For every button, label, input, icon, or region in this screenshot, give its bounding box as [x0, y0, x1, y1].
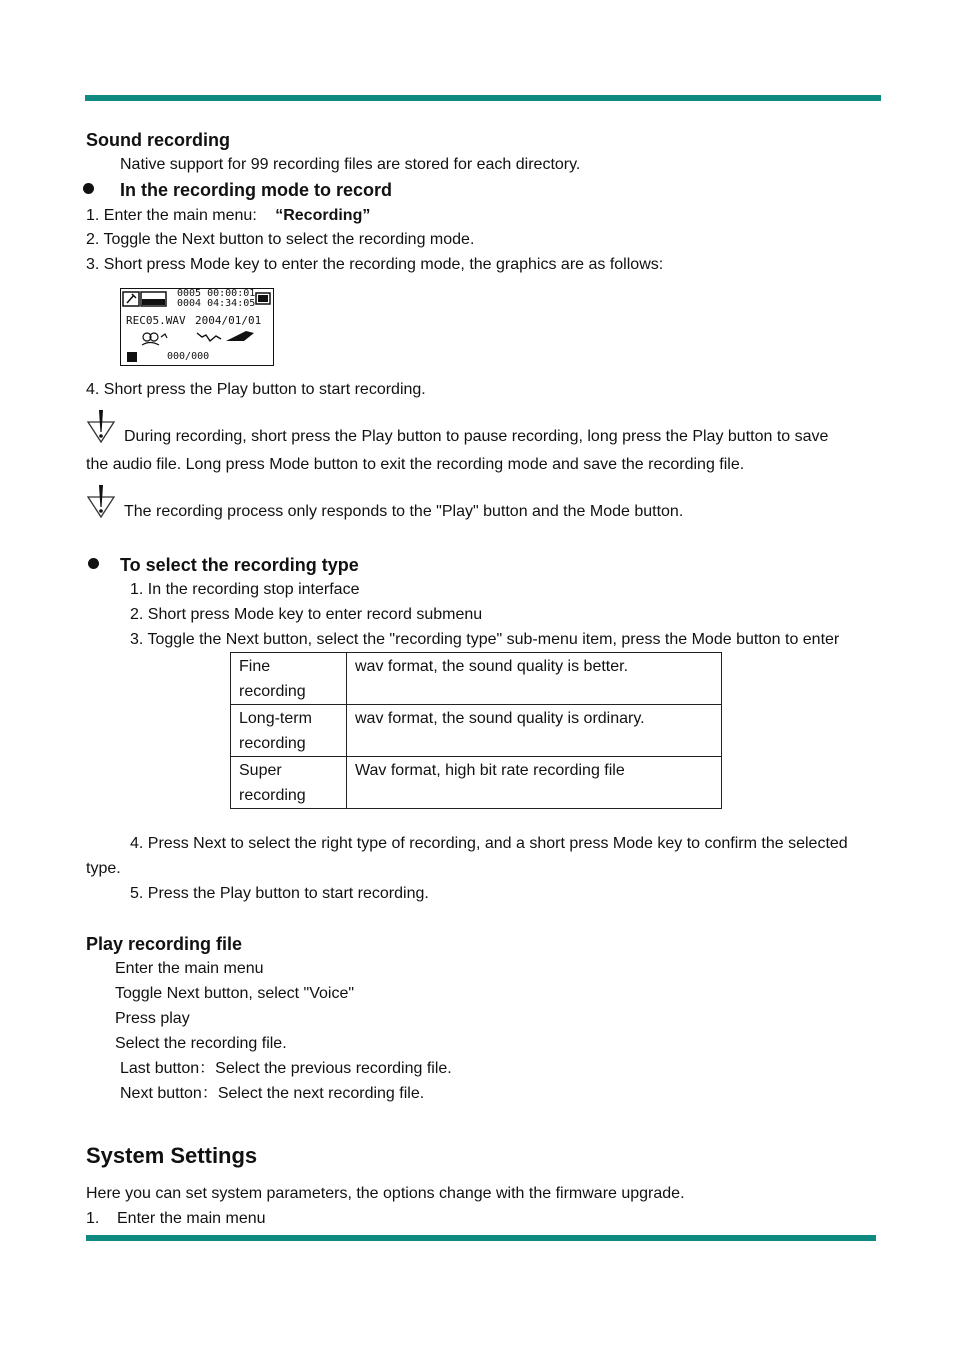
note-1-line-2: the audio file. Long press Mode button to exit the recording mode and save the recording file.: [86, 456, 745, 473]
type-name-line-1: Super: [239, 762, 282, 779]
sound-intro: Native support for 99 recording files are stored for each directory.: [120, 156, 581, 173]
system-heading: System Settings: [86, 1143, 258, 1168]
type-name-line-2: recording: [239, 683, 306, 700]
type-step-4-line-2: type.: [86, 860, 121, 877]
warning-icon: [86, 483, 116, 519]
note-2: The recording process only responds to the "Play" button and the Mode button.: [124, 503, 684, 520]
lcd-counter-b: 0004 04:34:05: [177, 298, 256, 309]
system-step-1-number: 1.: [86, 1210, 100, 1227]
mode-step-1: [86, 206, 370, 226]
microphone-icon: [127, 294, 136, 303]
type-desc-cell: wav format, the sound quality is better.: [347, 653, 722, 705]
mode-heading: In the recording mode to record: [120, 180, 393, 200]
table-row: [231, 705, 722, 757]
lcd-counter-a: 0005 00:00:01: [177, 288, 256, 299]
type-name-line-1: Fine: [239, 658, 271, 675]
type-name-line-1: Long-term: [239, 710, 312, 727]
type-name-line-2: recording: [239, 787, 306, 804]
mode-step-1-text: 1. Enter the main menu:: [86, 207, 257, 224]
lcd-file-counter: 000/000: [167, 351, 210, 362]
type-name-cell: [231, 757, 347, 809]
system-step-1: Enter the main menu: [117, 1210, 266, 1227]
play-line: Toggle Next button, select "Voice": [115, 985, 355, 1002]
note-1-line-1: During recording, short press the Play button to pause recording, long press the Play button to save: [124, 428, 829, 445]
table-row: [231, 653, 722, 705]
type-step-1: 1. In the recording stop interface: [130, 581, 360, 598]
type-heading: To select the recording type: [120, 555, 359, 575]
footer-rule: [86, 1235, 876, 1241]
type-step-4-line-1: 4. Press Next to select the right type of recording, and a short press Mode key to confirm the selected: [130, 835, 848, 852]
mode-step-4: 4. Short press the Play button to start recording.: [86, 381, 426, 398]
type-step-2: 2. Short press Mode key to enter record submenu: [130, 606, 483, 623]
type-step-5: 5. Press the Play button to start recording.: [130, 885, 429, 902]
play-line: Enter the main menu: [115, 960, 264, 977]
type-name-line-2: recording: [239, 735, 306, 752]
table-row: [231, 757, 722, 809]
type-name-cell: [231, 705, 347, 757]
play-line: Select the recording file.: [115, 1035, 287, 1052]
recording-type-table: [230, 652, 722, 809]
bullet-icon: [88, 558, 99, 569]
lcd-screen-graphic: [120, 288, 274, 366]
type-step-3: 3. Toggle the Next button, select the "recording type" sub-menu item, press the Mode button to enter: [130, 631, 840, 648]
mode-step-1-bold: “Recording”: [275, 207, 371, 224]
warning-icon: [86, 408, 116, 444]
type-desc-cell: wav format, the sound quality is ordinary.: [347, 705, 722, 757]
type-desc-cell: Wav format, high bit rate recording file: [347, 757, 722, 809]
type-name-cell: [231, 653, 347, 705]
play-line: Press play: [115, 1010, 190, 1027]
lcd-date: 2004/01/01: [195, 314, 262, 327]
sound-heading: Sound recording: [86, 130, 230, 150]
play-line: Last button：Select the previous recording file.: [120, 1060, 452, 1077]
lcd-file-name: REC05.WAV: [126, 314, 186, 327]
system-intro: Here you can set system parameters, the options change with the firmware upgrade.: [86, 1185, 685, 1202]
bullet-icon: [83, 183, 94, 194]
play-heading: Play recording file: [86, 934, 243, 954]
mode-step-3: 3. Short press Mode key to enter the recording mode, the graphics are as follows:: [86, 256, 664, 273]
header-rule: [85, 95, 881, 101]
play-line: Next button：Select the next recording file.: [120, 1085, 425, 1102]
mode-step-2: 2. Toggle the Next button to select the recording mode.: [86, 231, 475, 248]
